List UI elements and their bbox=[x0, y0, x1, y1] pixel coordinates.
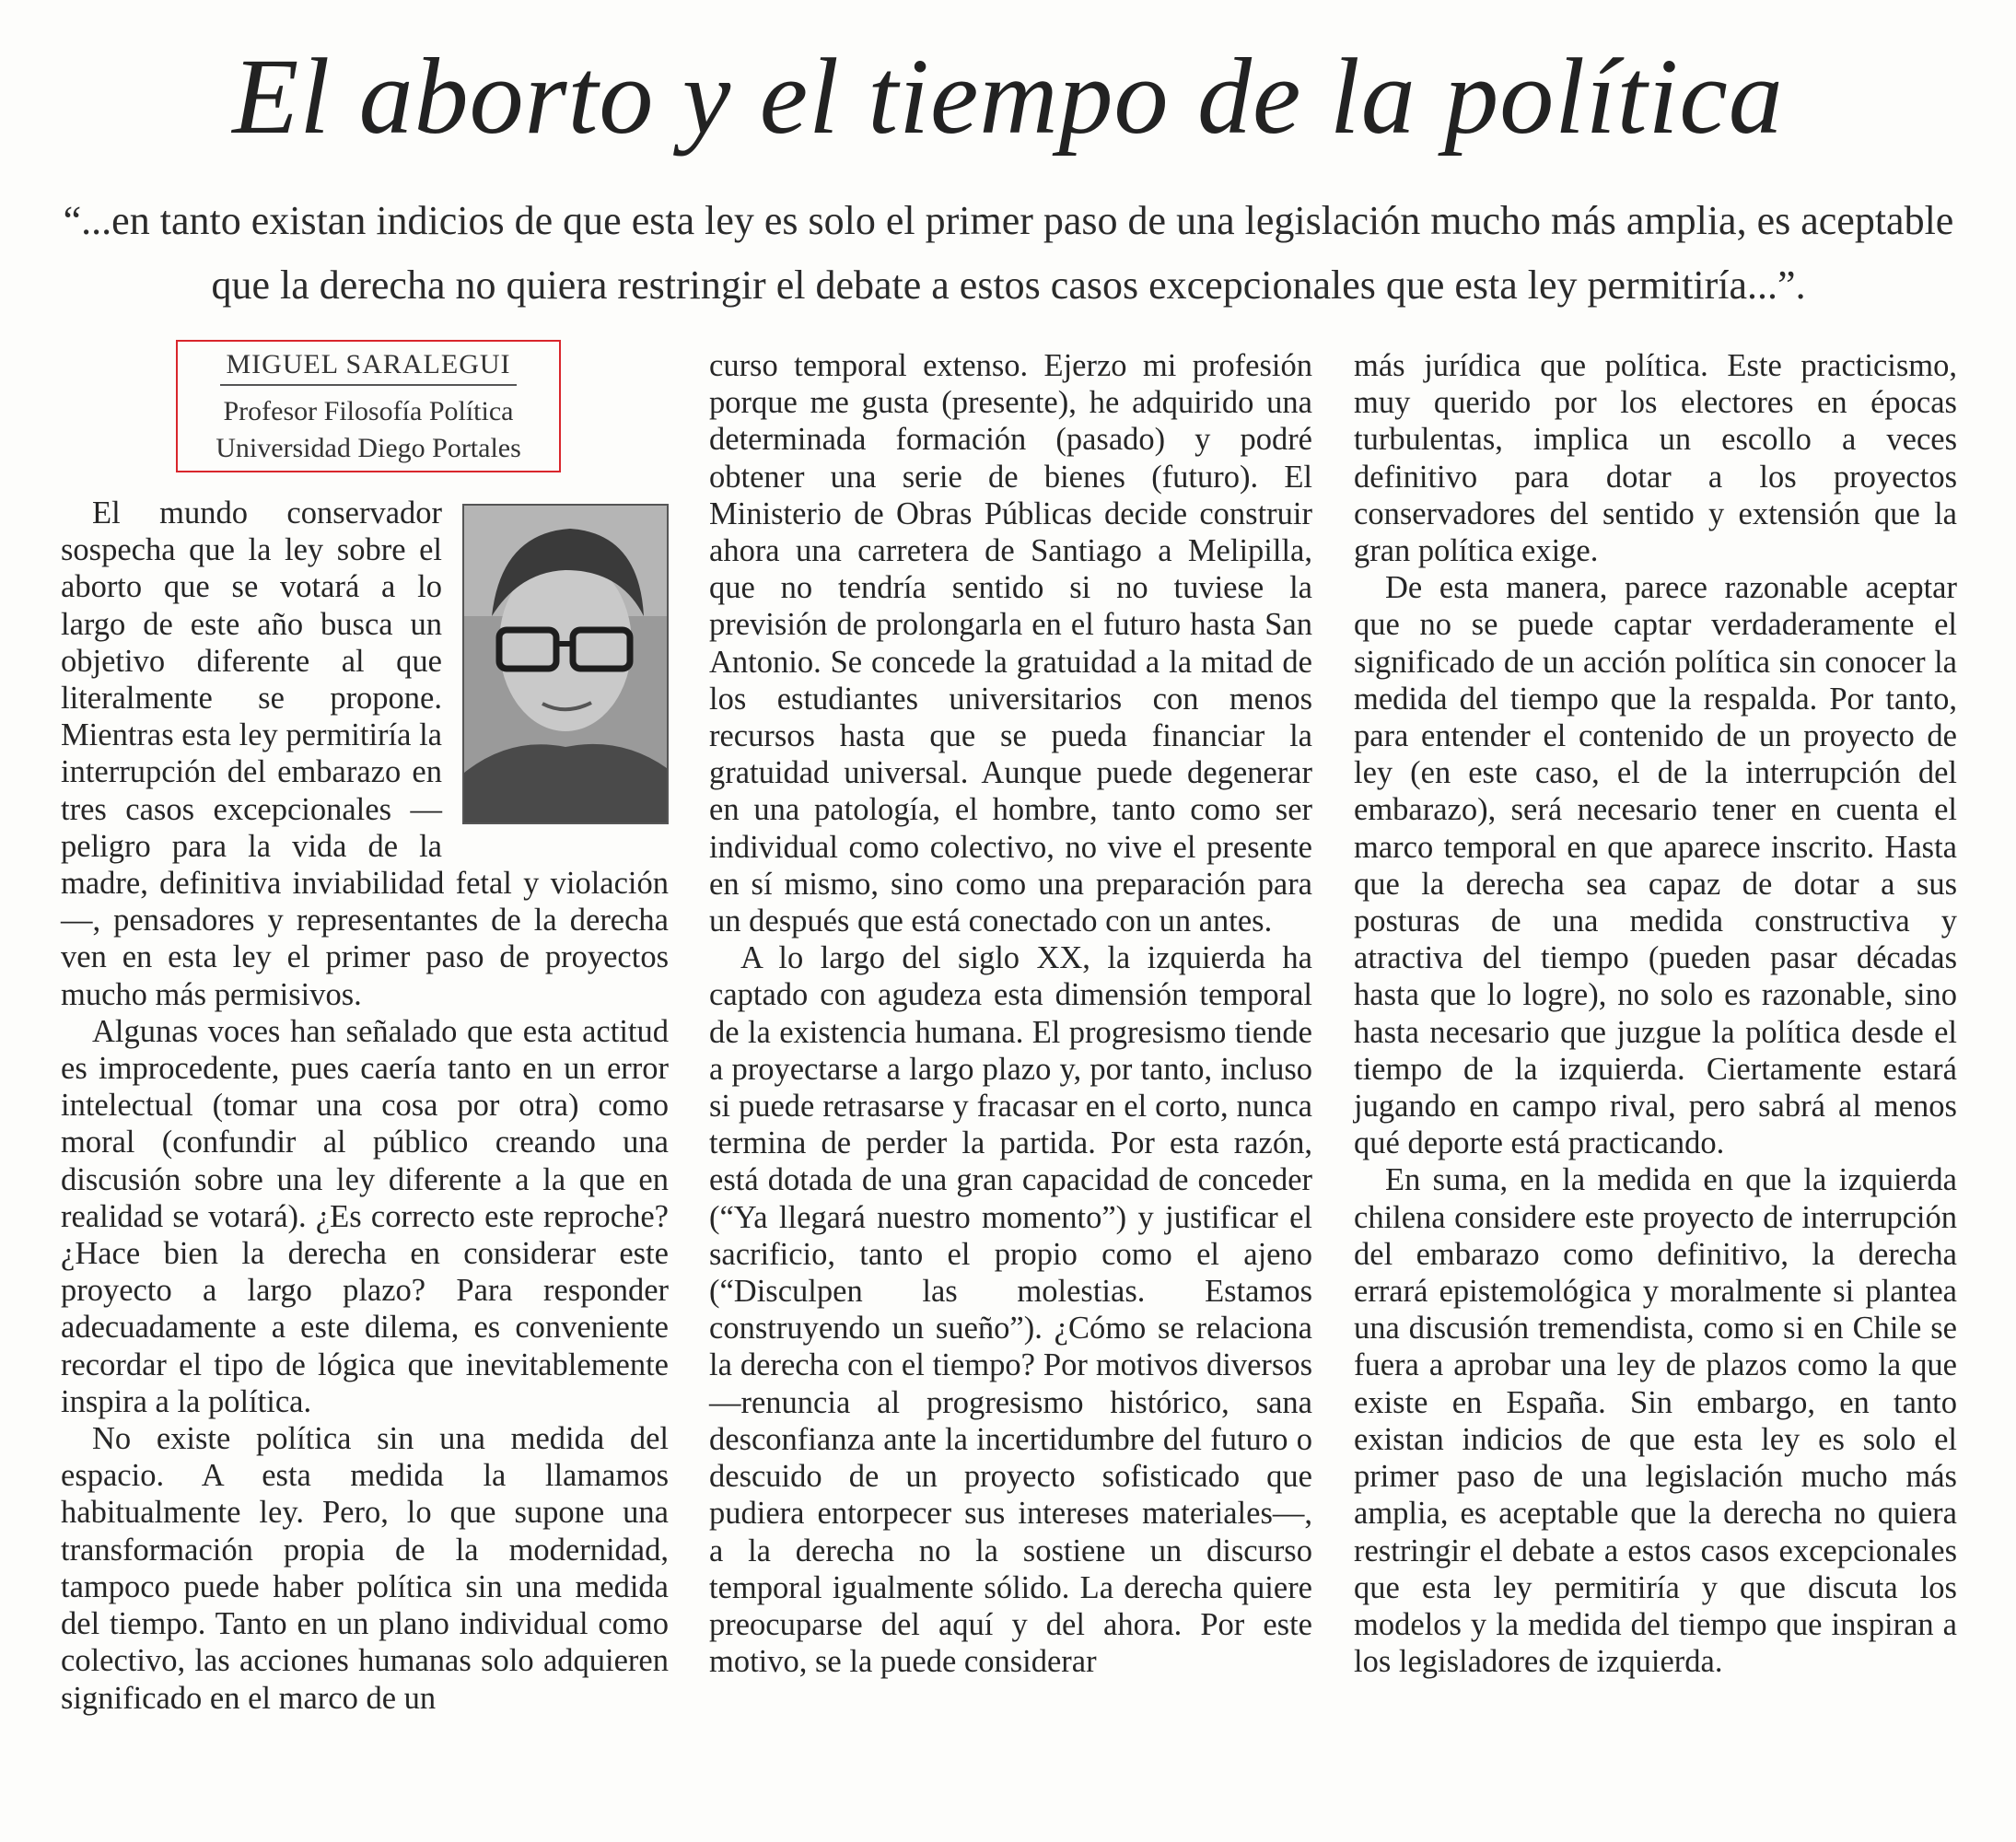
author-name: MIGUEL SARALEGUI bbox=[220, 349, 516, 386]
author-institution: Universidad Diego Portales bbox=[216, 433, 521, 463]
paragraph-5: De esta manera, parece razonable aceptar que no se puede captar verdaderamente el significado de un acción política sin conocer la medida del tiempo que la respalda. Por tanto, para entender el contenido de un proyecto de ley (en este caso, el de la interrupción del embarazo), será necesario tener en cuenta el marco temporal en que aparece inscrito. Hasta que la derecha sea capaz de dotar a sus posturas de una medida constructiva y atractiva del tiempo (pueden pasar décadas hasta que lo logre), no solo es razonable, sino hasta necesario que juzgue la política desde el tiempo de la izquierda. Ciertamente estará jugando en campo rival, pero sabrá al menos qué deporte está practicando. bbox=[1354, 570, 1957, 1161]
author-byline-box bbox=[176, 340, 561, 472]
article-column-2 bbox=[709, 347, 1312, 1680]
paragraph-3-continued: curso temporal extenso. Ejerzo mi profesión porque me gusta (presente), he adquirido una determinada formación (pasado) y podré obtener una serie de bienes (futuro). El Ministerio de Obras Públicas decide construir ahora una carretera de Santiago a Melipilla, que no tendría sentido si no tuviese la previsión de prolongarla en el futuro hasta San Antonio. Se concede la gratuidad a la mitad de los estudiantes universitarios con menos recursos hasta que se pueda financiar la gratuidad universal. Aunque puede degenerar en una patología, el hombre, tanto como ser individual como colectivo, no vive el presente en sí mismo, sino como una preparación para un después que está conectado con un antes. bbox=[709, 348, 1312, 939]
paragraph-4-continued: más jurídica que política. Este practicismo, muy querido por los electores en épocas turbulentas, implica un escollo a veces definitivo para dotar a los proyectos conservadores del sentido y extensión que la gran política exige. bbox=[1354, 348, 1957, 569]
paragraph-2: Algunas voces han señalado que esta actitud es improcedente, pues caería tanto en un error intelectual (tomar una cosa por otra) como moral (confundir al público creando una discusión sobre una ley diferente a la que en realidad se votará). ¿Es correcto este reproche? ¿Hace bien la derecha en considerar este proyecto a largo plazo? Para responder adecuadamente a este dilema, es conveniente recordar el tipo de lógica que inevitablemente inspira a la política. bbox=[61, 1013, 669, 1419]
article-pull-quote: “...en tanto existan indicios de que esta ley es solo el primer paso de una legislación mucho más amplia, es aceptable que la derecha no quiera restringir el debate a estos casos excepcionales que esta ley permitiría...”. bbox=[63, 198, 1954, 308]
paragraph-4: A lo largo del siglo XX, la izquierda ha captado con agudeza esta dimensión temporal de la existencia humana. El progresismo tiende a proyectarse a largo plazo y, por tanto, incluso si puede retrasarse y fracasar en el corto, nunca termina de perder la partida. Por esta razón, está dotada de una gran capacidad de conceder (“Ya llegará nuestro momento”) y justificar el sacrificio, tanto el propio como el ajeno (“Disculpen las molestias. Estamos construyendo un sueño”). ¿Cómo se relaciona la derecha con el tiempo? Por motivos diversos —renuncia al progresismo histórico, sana desconfianza ante la incertidumbre del futuro o descuido de un proyecto sofisticado que pudiera entorpecer sus intereses materiales—, a la derecha no la sostiene un discurso temporal igualmente sólido. La derecha quiere preocuparse del aquí y del ahora. Por este motivo, se la puede considerar bbox=[709, 940, 1312, 1680]
paragraph-6: En suma, en la medida en que la izquierda chilena considere este proyecto de interrupción del embarazo como definitivo, la derecha errará epistemológica y moralmente si plantea una discusión tremendista, como si en Chile se fuera a aprobar una ley de plazos como la que existe en España. Sin embargo, en tanto existan indicios de que esta ley es solo el primer paso de una legislación mucho más amplia, es aceptable que la derecha no quiera restringir el debate a estos casos excepcionales que esta ley permitiría y que discuta los modelos y la medida del tiempo que inspiran a los legisladores de izquierda. bbox=[1354, 1162, 1957, 1680]
author-role: Profesor Filosofía Política bbox=[223, 396, 514, 426]
author-portrait-photo bbox=[462, 504, 669, 824]
article-column-3 bbox=[1354, 347, 1957, 1680]
paragraph-1: El mundo conservador sospecha que la ley sobre el aborto que se votará a lo largo de este año busca un objetivo diferente al que literalmente se propone. Mientras esta ley permitiría la interrupción del embarazo en tres casos excepcionales —peligro para la vida de la madre, definitiva inviabilidad fetal y violación—, pensadores y representantes de la derecha ven en esta ley el primer paso de proyectos mucho más permisivos. bbox=[61, 495, 669, 1012]
article-column-1 bbox=[61, 495, 669, 1717]
paragraph-3: No existe política sin una medida del espacio. A esta medida la llamamos habitualmente ley. Pero, lo que supone una transformación propia de la modernidad, tampoco puede haber política sin una medida del tiempo. Tanto en un plano individual como colectivo, las acciones humanas solo adquieren significado en el marco de un bbox=[61, 1421, 669, 1716]
article-headline: El aborto y el tiempo de la política bbox=[232, 36, 1784, 157]
